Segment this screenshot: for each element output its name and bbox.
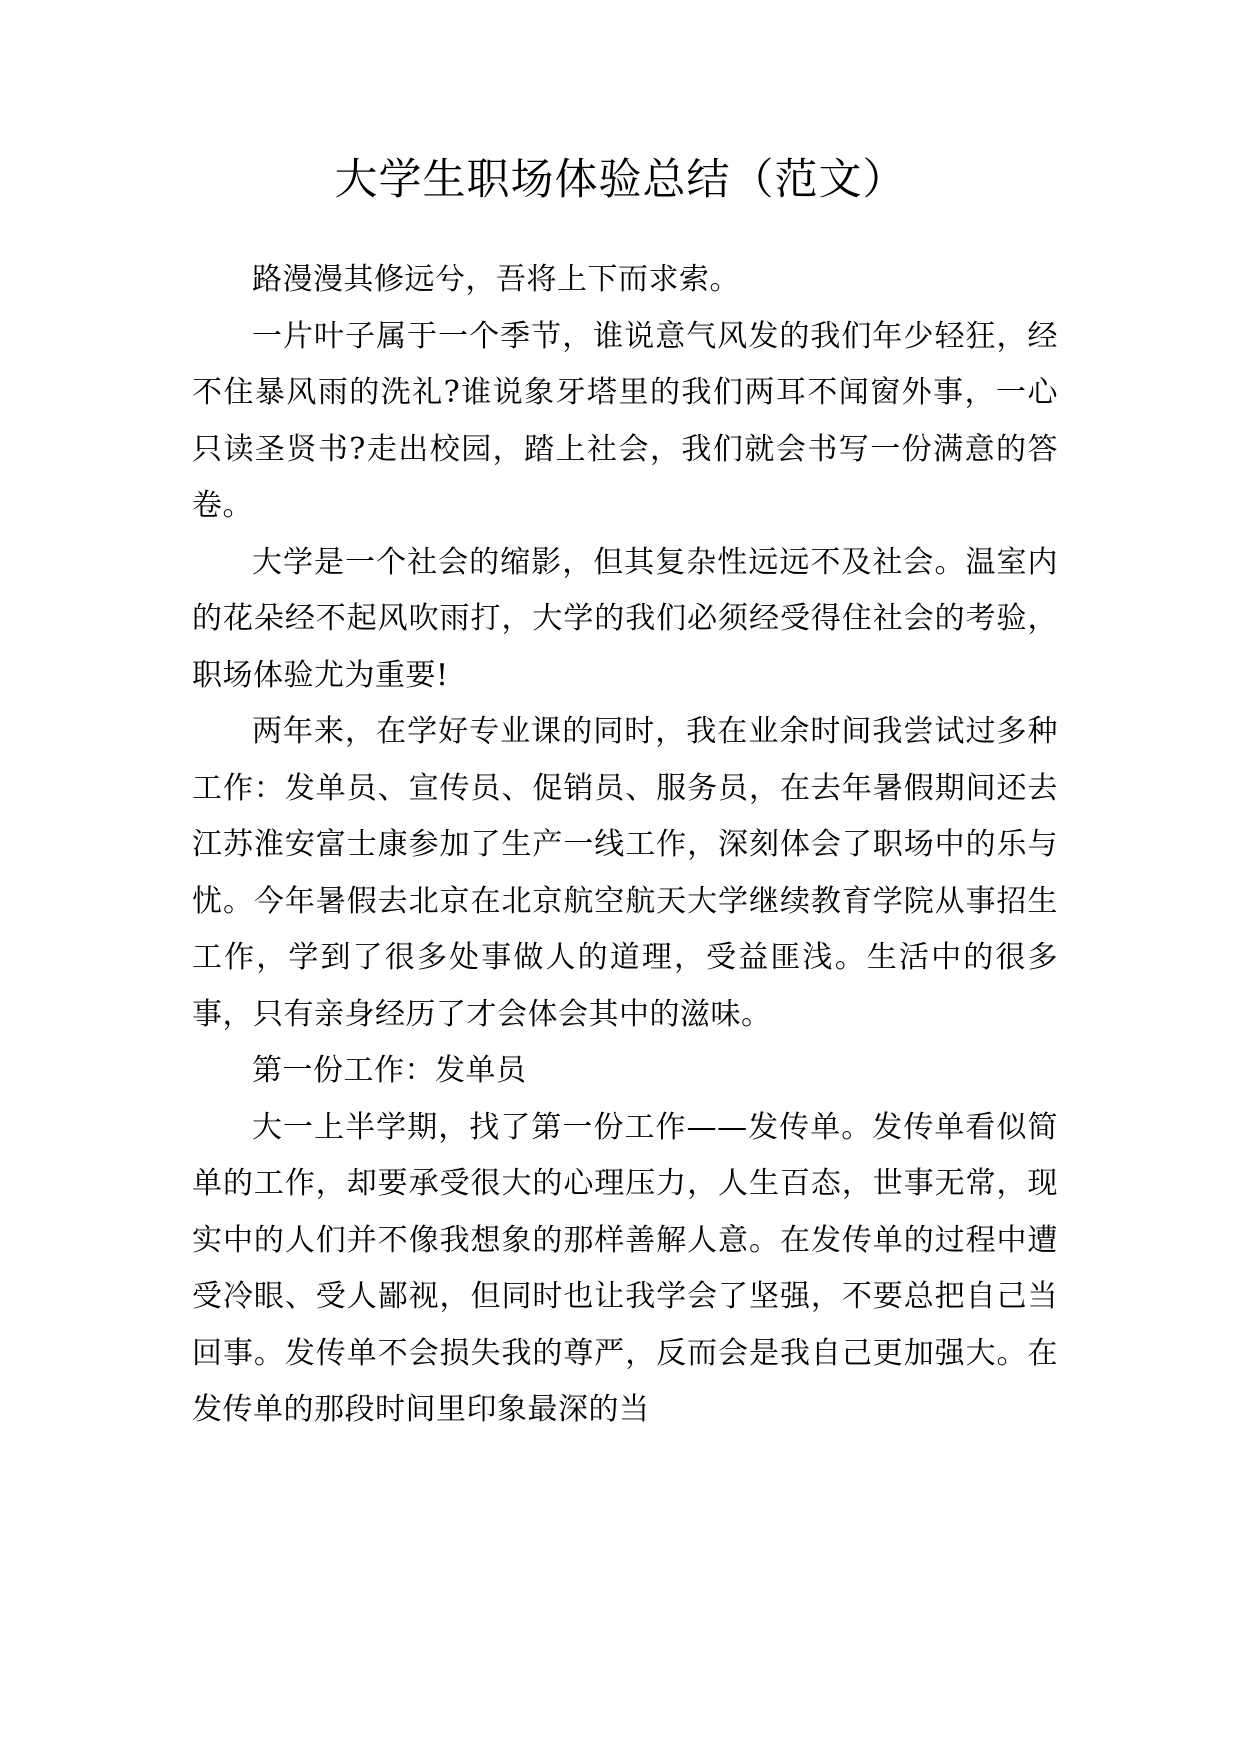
paragraph-5: 大一上半学期，找了第一份工作——发传单。发传单看似简单的工作，却要承受很大的心理压力，人生百态，世事无常，现实中的人们并不像我想象的那样善解人意。在发传单的过程中遭受冷眼、受人鄙视，但同时也让我学会了坚强，不要总把自己当回事。发传单不会损失我的尊严，反而会是我自己更加强大。在发传单的那段时间里印象最深的当 bbox=[192, 1109, 1058, 1427]
section-heading-first-job: 第一份工作：发单员 bbox=[252, 1053, 527, 1088]
paragraph-2: 一片叶子属于一个季节，谁说意气风发的我们年少轻狂，经不住暴风雨的洗礼?谁说象牙塔里的我们两耳不闻窗外事，一心只读圣贤书?走出校园，踏上社会，我们就会书写一份满意的答卷。 bbox=[192, 318, 1058, 523]
paragraph-3: 大学是一个社会的缩影，但其复杂性远远不及社会。温室内的花朵经不起风吹雨打，大学的我们必须经受得住社会的考验，职场体验尤为重要! bbox=[192, 544, 1058, 693]
document-body bbox=[192, 252, 1058, 1439]
document-title: 大学生职场体验总结（范文） bbox=[334, 155, 907, 205]
paragraph-1: 路漫漫其修远兮，吾将上下而求索。 bbox=[252, 262, 740, 297]
paragraph-4: 两年来，在学好专业课的同时，我在业余时间我尝试过多种工作：发单员、宣传员、促销员、服务员，在去年暑假期间还去江苏淮安富士康参加了生产一线工作，深刻体会了职场中的乐与忧。今年暑假去北京在北京航空航天大学继续教育学院从事招生工作，学到了很多处事做人的道理，受益匪浅。生活中的很多事，只有亲身经历了才会体会其中的滋味。 bbox=[192, 714, 1058, 1032]
